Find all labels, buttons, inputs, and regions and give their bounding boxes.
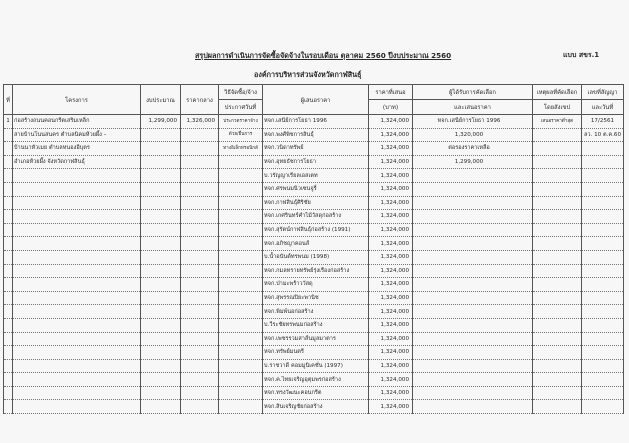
cell-winner xyxy=(413,196,533,210)
col-subheader-reason: โดยสังเขป xyxy=(533,100,582,115)
cell-contract xyxy=(582,264,624,278)
cell-winner: 1,320,000 xyxy=(413,128,533,142)
cell-project xyxy=(13,169,141,183)
cell-bid-price: 1,324,000 xyxy=(369,210,413,224)
col-subheader-bid-price: (บาท) xyxy=(369,100,413,115)
cell-method: ด้วย/ยื่นการ xyxy=(219,128,263,142)
cell-bidder: หจก.ศรพนมนิวเซนจูรี่ xyxy=(263,182,369,196)
cell-contract xyxy=(582,332,624,346)
procurement-table xyxy=(3,84,624,414)
cell-median-price xyxy=(181,142,219,156)
cell-method xyxy=(219,264,263,278)
cell-budget xyxy=(141,373,181,387)
cell-bidder: หจก.วนิดาทรัพย์ xyxy=(263,142,369,156)
cell-winner xyxy=(413,332,533,346)
cell-project xyxy=(13,237,141,251)
cell-reason xyxy=(533,223,582,237)
cell-median-price xyxy=(181,237,219,251)
cell-winner xyxy=(413,264,533,278)
cell-budget xyxy=(141,291,181,305)
cell-bid-price: 1,324,000 xyxy=(369,318,413,332)
table-row xyxy=(4,400,624,414)
col-header-reason: เหตุผลที่คัดเลือก xyxy=(533,85,582,100)
cell-winner: หจก.เสนีย์การโยธา 1996 xyxy=(413,115,533,129)
cell-budget xyxy=(141,305,181,319)
cell-bidder: บ.ราชวาดี คอมมูนิเคชั่น (1997) xyxy=(263,359,369,373)
cell-bid-price: 1,324,000 xyxy=(369,278,413,292)
cell-project xyxy=(13,359,141,373)
cell-method xyxy=(219,223,263,237)
table-row xyxy=(4,291,624,305)
cell-winner xyxy=(413,291,533,305)
table-row xyxy=(4,250,624,264)
cell-winner xyxy=(413,237,533,251)
cell-reason xyxy=(533,346,582,360)
cell-no xyxy=(4,400,13,414)
cell-project xyxy=(13,305,141,319)
cell-no xyxy=(4,155,13,169)
cell-project xyxy=(13,223,141,237)
cell-contract: ลว. 10 ต.ค.60 xyxy=(582,128,624,142)
cell-budget xyxy=(141,223,181,237)
cell-project: ก่อสร้างถนนคอนกรีตเสริมเหล็ก xyxy=(13,115,141,129)
cell-method xyxy=(219,332,263,346)
cell-bidder: หจก.เพชรรวมสาส์นมูลมาตาร xyxy=(263,332,369,346)
cell-reason xyxy=(533,155,582,169)
cell-contract: 17/2561 xyxy=(582,115,624,129)
cell-bidder: บ.วรัญญาเรียลเอสเตท xyxy=(263,169,369,183)
cell-bidder: บ.น้ำอนันต์ทรพนม (1998) xyxy=(263,250,369,264)
table-row xyxy=(4,155,624,169)
cell-budget xyxy=(141,128,181,142)
cell-method xyxy=(219,169,263,183)
cell-reason xyxy=(533,386,582,400)
cell-winner: ต่อรองราคาเหลือ xyxy=(413,142,533,156)
table-row xyxy=(4,142,624,156)
cell-reason xyxy=(533,291,582,305)
cell-bidder: หจก.พงศ์พิชการสินธุ์ xyxy=(263,128,369,142)
cell-reason xyxy=(533,305,582,319)
cell-bidder: หจก.กาฬสินธุ์ศิริชัย xyxy=(263,196,369,210)
cell-winner: 1,299,000 xyxy=(413,155,533,169)
cell-method xyxy=(219,386,263,400)
cell-median-price xyxy=(181,264,219,278)
cell-project xyxy=(13,400,141,414)
cell-no xyxy=(4,318,13,332)
cell-budget xyxy=(141,169,181,183)
cell-reason xyxy=(533,400,582,414)
cell-reason xyxy=(533,359,582,373)
table-header-row xyxy=(4,85,624,100)
table-row xyxy=(4,210,624,224)
cell-project xyxy=(13,291,141,305)
cell-no xyxy=(4,278,13,292)
cell-winner xyxy=(413,250,533,264)
cell-method xyxy=(219,359,263,373)
cell-contract xyxy=(582,359,624,373)
cell-project xyxy=(13,250,141,264)
cell-contract xyxy=(582,182,624,196)
cell-method xyxy=(219,305,263,319)
cell-method xyxy=(219,182,263,196)
cell-method xyxy=(219,237,263,251)
cell-reason xyxy=(533,318,582,332)
cell-bid-price: 1,324,000 xyxy=(369,359,413,373)
cell-contract xyxy=(582,291,624,305)
col-header-no: ที่ xyxy=(4,85,13,115)
cell-no: 1 xyxy=(4,115,13,129)
cell-median-price xyxy=(181,305,219,319)
cell-winner xyxy=(413,223,533,237)
table-row xyxy=(4,373,624,387)
cell-no xyxy=(4,373,13,387)
cell-median-price xyxy=(181,155,219,169)
cell-median-price xyxy=(181,210,219,224)
cell-budget xyxy=(141,237,181,251)
cell-median-price xyxy=(181,332,219,346)
cell-no xyxy=(4,359,13,373)
cell-winner xyxy=(413,400,533,414)
cell-winner xyxy=(413,359,533,373)
table-row xyxy=(4,169,624,183)
cell-bid-price: 1,324,000 xyxy=(369,155,413,169)
cell-median-price: 1,326,000 xyxy=(181,115,219,129)
cell-budget xyxy=(141,264,181,278)
form-code: แบบ สขร.1 xyxy=(563,51,600,59)
cell-no xyxy=(4,291,13,305)
cell-bid-price: 1,324,000 xyxy=(369,169,413,183)
col-header-method: วิธีจัดซื้อ/จ้าง xyxy=(219,85,263,100)
cell-method xyxy=(219,210,263,224)
cell-budget xyxy=(141,182,181,196)
cell-reason xyxy=(533,264,582,278)
cell-median-price xyxy=(181,182,219,196)
cell-project xyxy=(13,373,141,387)
cell-budget xyxy=(141,278,181,292)
cell-no xyxy=(4,196,13,210)
cell-contract xyxy=(582,305,624,319)
cell-contract xyxy=(582,142,624,156)
cell-no xyxy=(4,128,13,142)
cell-reason xyxy=(533,210,582,224)
cell-contract xyxy=(582,386,624,400)
cell-budget xyxy=(141,142,181,156)
cell-bid-price: 1,324,000 xyxy=(369,332,413,346)
col-subheader-method: ประกาศวันที่ xyxy=(219,100,263,115)
cell-median-price xyxy=(181,223,219,237)
cell-contract xyxy=(582,346,624,360)
cell-method xyxy=(219,373,263,387)
cell-bidder: หจก.อภิชญาคอนส์ xyxy=(263,237,369,251)
cell-median-price xyxy=(181,359,219,373)
cell-contract xyxy=(582,169,624,183)
cell-budget xyxy=(141,155,181,169)
table-row xyxy=(4,128,624,142)
cell-bidder: หจก.อุทยธัชการโยธา xyxy=(263,155,369,169)
col-header-median-price: ราคากลาง xyxy=(181,85,219,115)
col-header-project: โครงการ xyxy=(13,85,141,115)
cell-reason xyxy=(533,237,582,251)
cell-bid-price: 1,324,000 xyxy=(369,264,413,278)
cell-project xyxy=(13,264,141,278)
cell-budget xyxy=(141,359,181,373)
cell-method xyxy=(219,400,263,414)
table-row xyxy=(4,115,624,129)
cell-budget xyxy=(141,332,181,346)
cell-reason xyxy=(533,278,582,292)
table-body xyxy=(4,115,624,414)
cell-method xyxy=(219,346,263,360)
cell-median-price xyxy=(181,128,219,142)
cell-bid-price: 1,324,000 xyxy=(369,237,413,251)
cell-bidder: หจก.พิมพ์นอก่อสร้าง xyxy=(263,305,369,319)
cell-project xyxy=(13,210,141,224)
cell-contract xyxy=(582,400,624,414)
cell-project: สายบ้านโนนสนคร ตำบลนิคมห้วยผึ้ง – xyxy=(13,128,141,142)
cell-project xyxy=(13,182,141,196)
cell-method xyxy=(219,291,263,305)
cell-bid-price: 1,324,000 xyxy=(369,346,413,360)
cell-winner xyxy=(413,278,533,292)
cell-no xyxy=(4,142,13,156)
cell-median-price xyxy=(181,400,219,414)
col-subheader-winner: และเสนอราคา xyxy=(413,100,533,115)
col-header-bidders: ผู้เสนอราคา xyxy=(263,85,369,115)
cell-median-price xyxy=(181,250,219,264)
cell-method: ประกวดราคาจ้าง xyxy=(219,115,263,129)
cell-project xyxy=(13,386,141,400)
table-row xyxy=(4,237,624,251)
cell-project: อำเภอห้วยผึ้ง จังหวัดกาฬสินธุ์ xyxy=(13,155,141,169)
cell-median-price xyxy=(181,373,219,387)
organization-name: องค์การบริหารส่วนจังหวัดกาฬสินธุ์ xyxy=(254,70,362,79)
cell-contract xyxy=(582,250,624,264)
cell-bid-price: 1,324,000 xyxy=(369,250,413,264)
cell-project xyxy=(13,346,141,360)
cell-method xyxy=(219,278,263,292)
cell-budget xyxy=(141,250,181,264)
cell-contract xyxy=(582,210,624,224)
cell-no xyxy=(4,237,13,251)
cell-bid-price: 1,324,000 xyxy=(369,305,413,319)
cell-reason xyxy=(533,169,582,183)
cell-budget: 1,299,000 xyxy=(141,115,181,129)
cell-bid-price: 1,324,000 xyxy=(369,115,413,129)
cell-median-price xyxy=(181,386,219,400)
cell-bidder: หจก.สินเจริญชัยก่อสร้าง xyxy=(263,400,369,414)
cell-reason xyxy=(533,196,582,210)
cell-bidder: หจก.เสนีย์การโยธา 1996 xyxy=(263,115,369,129)
col-header-contract: เลขที่สัญญา xyxy=(582,85,624,100)
cell-bidder: หจก.ทรงวัฒนะคอนกรีต xyxy=(263,386,369,400)
cell-no xyxy=(4,169,13,183)
cell-bid-price: 1,324,000 xyxy=(369,128,413,142)
cell-no xyxy=(4,250,13,264)
cell-budget xyxy=(141,210,181,224)
cell-no xyxy=(4,182,13,196)
table-row xyxy=(4,346,624,360)
table-row xyxy=(4,182,624,196)
table-row xyxy=(4,278,624,292)
cell-bid-price: 1,324,000 xyxy=(369,400,413,414)
cell-reason xyxy=(533,373,582,387)
cell-median-price xyxy=(181,196,219,210)
cell-contract xyxy=(582,278,624,292)
cell-bidder: หจก.ค.ไทยเจริญอุตุมพรก่อสร้าง xyxy=(263,373,369,387)
cell-bidder: หจก.ป่ามะพร้าววัสดุ xyxy=(263,278,369,292)
cell-winner xyxy=(413,305,533,319)
cell-method xyxy=(219,196,263,210)
cell-winner xyxy=(413,373,533,387)
table-row xyxy=(4,223,624,237)
table-row xyxy=(4,264,624,278)
cell-bidder: หจก.กมลทรายทรัพย์รุ่งเรืองก่อสร้าง xyxy=(263,264,369,278)
cell-no xyxy=(4,264,13,278)
cell-project xyxy=(13,196,141,210)
cell-bid-price: 1,324,000 xyxy=(369,373,413,387)
cell-project xyxy=(13,278,141,292)
cell-contract xyxy=(582,237,624,251)
cell-reason xyxy=(533,250,582,264)
cell-bid-price: 1,324,000 xyxy=(369,223,413,237)
cell-method xyxy=(219,155,263,169)
cell-winner xyxy=(413,386,533,400)
cell-reason xyxy=(533,142,582,156)
cell-no xyxy=(4,386,13,400)
cell-bidder: หจก.ทรัพย์มนตรี xyxy=(263,346,369,360)
cell-budget xyxy=(141,400,181,414)
cell-median-price xyxy=(181,346,219,360)
cell-budget xyxy=(141,346,181,360)
col-header-budget: งบประมาณ xyxy=(141,85,181,115)
table-row xyxy=(4,386,624,400)
cell-bid-price: 1,324,000 xyxy=(369,142,413,156)
col-header-bid-price: ราคาที่เสนอ xyxy=(369,85,413,100)
cell-winner xyxy=(413,346,533,360)
report-title: สรุปผลการดำเนินการจัดซื้อจัดจ้างในรอบเดือน ตุลาคม 2560 ปีงบประมาณ 2560 xyxy=(195,51,452,60)
cell-median-price xyxy=(181,278,219,292)
cell-reason: เสนอราคาต่ำสุด xyxy=(533,115,582,129)
cell-method: ทางอิเล็กทรอนิกส์ xyxy=(219,142,263,156)
cell-bidder: หจก.สุพรรณปิยะพานิช xyxy=(263,291,369,305)
cell-contract xyxy=(582,318,624,332)
table-row xyxy=(4,332,624,346)
cell-winner xyxy=(413,169,533,183)
cell-contract xyxy=(582,223,624,237)
cell-no xyxy=(4,305,13,319)
cell-bid-price: 1,324,000 xyxy=(369,196,413,210)
cell-median-price xyxy=(181,318,219,332)
cell-project: บ้านนาหัวเมย ตำบลหนองอีบุตร xyxy=(13,142,141,156)
cell-bidder: หจก.เกศรินทร์คำไม้วัสดุก่อสร้าง xyxy=(263,210,369,224)
cell-reason xyxy=(533,332,582,346)
cell-no xyxy=(4,223,13,237)
table-row xyxy=(4,196,624,210)
cell-bid-price: 1,324,000 xyxy=(369,182,413,196)
cell-budget xyxy=(141,196,181,210)
cell-method xyxy=(219,318,263,332)
cell-reason xyxy=(533,182,582,196)
col-header-winner: ผู้ได้รับการคัดเลือก xyxy=(413,85,533,100)
cell-bidder: บ.วีระชัยทรพนมก่อสร้าง xyxy=(263,318,369,332)
cell-winner xyxy=(413,210,533,224)
cell-reason xyxy=(533,128,582,142)
cell-bid-price: 1,324,000 xyxy=(369,291,413,305)
cell-bidder: หจก.สุรัตน์กาฬสินธุ์ก่อสร้าง (1991) xyxy=(263,223,369,237)
cell-budget xyxy=(141,386,181,400)
table-row xyxy=(4,359,624,373)
cell-no xyxy=(4,346,13,360)
cell-median-price xyxy=(181,169,219,183)
cell-bid-price: 1,324,000 xyxy=(369,386,413,400)
cell-no xyxy=(4,332,13,346)
cell-project xyxy=(13,332,141,346)
col-subheader-contract: และวันที่ xyxy=(582,100,624,115)
cell-no xyxy=(4,210,13,224)
table-row xyxy=(4,305,624,319)
table-row xyxy=(4,318,624,332)
cell-contract xyxy=(582,196,624,210)
cell-budget xyxy=(141,318,181,332)
cell-method xyxy=(219,250,263,264)
cell-project xyxy=(13,318,141,332)
cell-contract xyxy=(582,373,624,387)
cell-winner xyxy=(413,182,533,196)
cell-median-price xyxy=(181,291,219,305)
cell-contract xyxy=(582,155,624,169)
cell-winner xyxy=(413,318,533,332)
